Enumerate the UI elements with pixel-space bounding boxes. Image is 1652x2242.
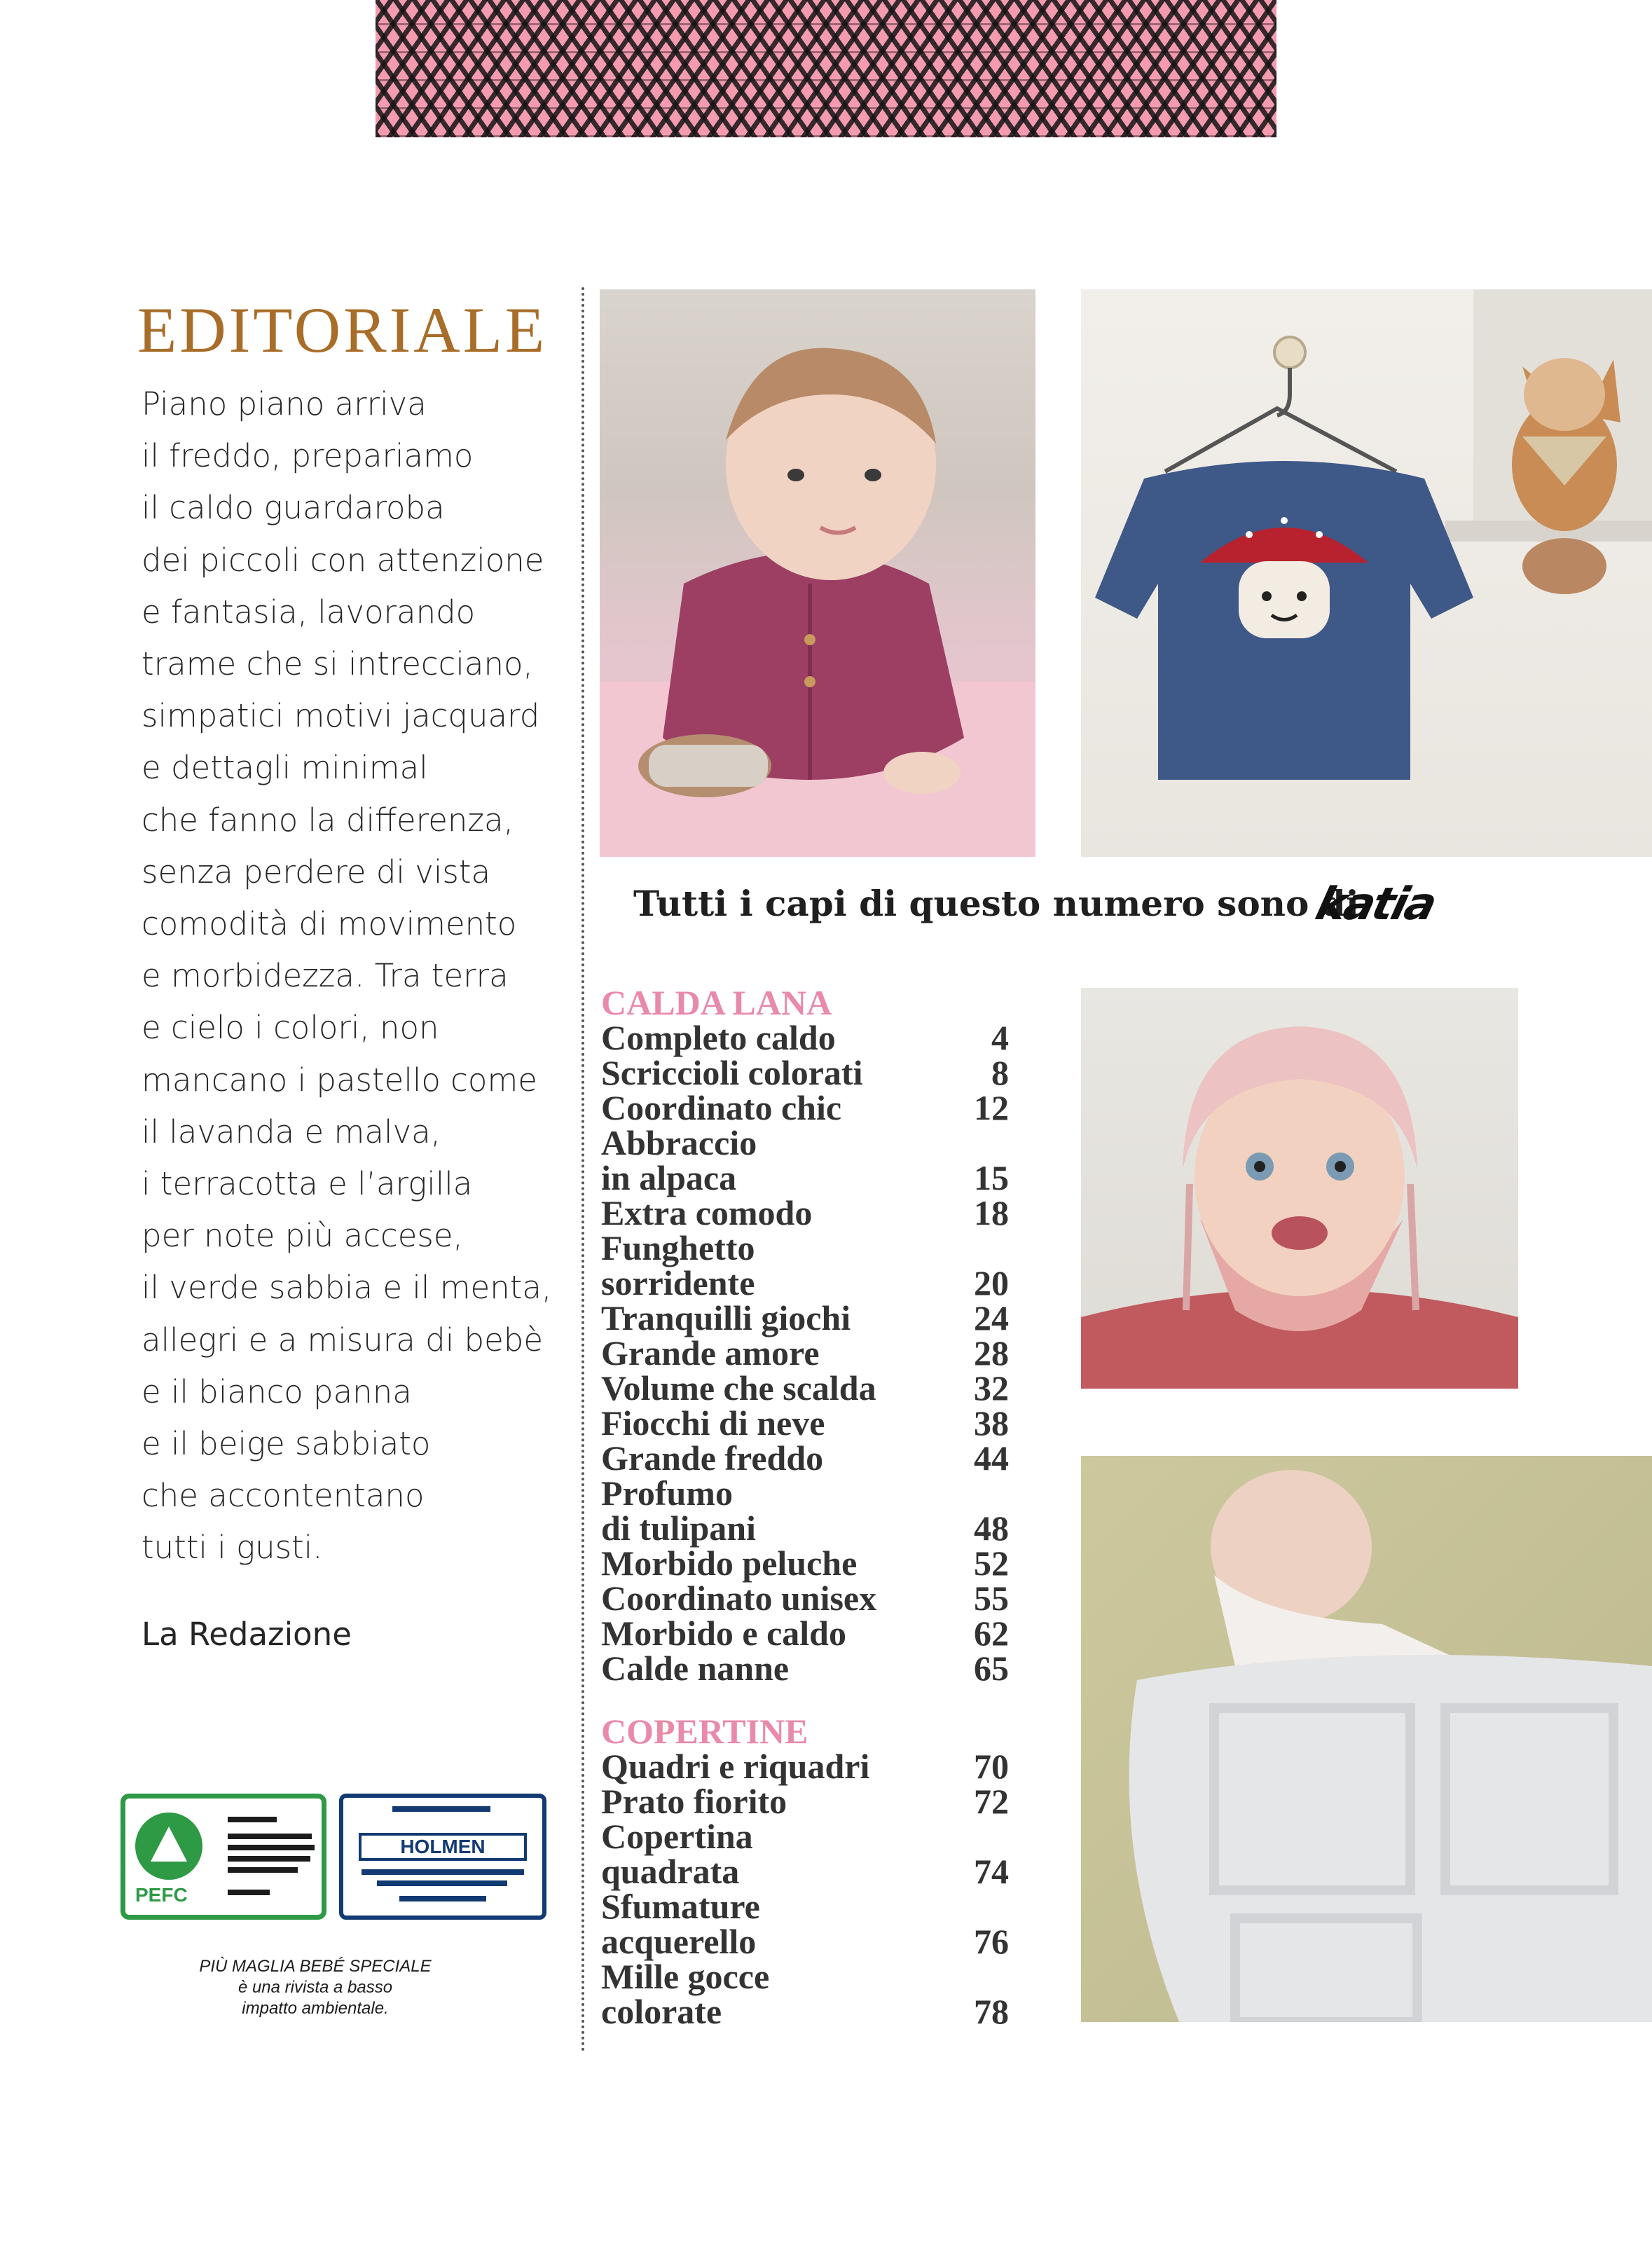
toc-entry[interactable]: [601, 1300, 1009, 1335]
toc-entry-page: 62: [974, 1614, 1009, 1653]
toc-entry[interactable]: [601, 1230, 1009, 1265]
toc-entry-page: 8: [991, 1053, 1009, 1092]
editorial-line: tutti i gusti.: [142, 1529, 323, 1567]
toc-entry-title: Funghetto: [601, 1228, 755, 1267]
toc-entry-page: 55: [974, 1579, 1009, 1618]
editorial-line: Piano piano arriva: [142, 385, 427, 422]
editorial-line: il caldo guardaroba: [142, 489, 445, 527]
toc-entry[interactable]: [601, 1581, 1009, 1616]
holmen-fine-print: [362, 1869, 524, 1875]
editorial-line: trame che si intrecciano,: [142, 645, 533, 683]
photo-baby-pink-cardigan: [600, 289, 1035, 857]
toc-entry[interactable]: [601, 1403, 1009, 1443]
toc-entry-title: Coordinato unisex: [601, 1579, 877, 1618]
editorial-line: allegri e a misura di bebè: [142, 1321, 544, 1359]
baby-cardigan-illustration: [600, 289, 1035, 857]
toc-entry-title: Scriccioli colorati: [601, 1053, 863, 1092]
toc-entry-page: 4: [991, 1018, 1009, 1057]
pefc-fine-print: [228, 1845, 315, 1850]
toc-entry-title: Grande amore: [601, 1333, 820, 1373]
toc-entry[interactable]: [601, 1368, 1009, 1408]
toc-entry[interactable]: [601, 1854, 1009, 1889]
editorial-line: il freddo, prepariamo: [142, 437, 474, 475]
pefc-fine-print: [228, 1890, 270, 1895]
toc-entry-page: 32: [974, 1368, 1009, 1408]
editorial-line: e fantasia, lavorando: [142, 593, 476, 631]
pefc-fine-print: [228, 1834, 312, 1839]
toc-entry[interactable]: [601, 1125, 1009, 1160]
toc-entry-title: Mille gocce: [601, 1957, 770, 1996]
holmen-paper-logo: [339, 1794, 546, 1920]
toc-entry[interactable]: [601, 1543, 1009, 1583]
toc-entry[interactable]: [601, 1924, 1009, 1959]
toc-entry[interactable]: [601, 1333, 1009, 1373]
toc-entry[interactable]: [601, 1195, 1009, 1230]
editorial-title: EDITORIALE: [137, 294, 548, 366]
toc-entry[interactable]: [601, 1265, 1009, 1300]
toc-entry[interactable]: [601, 1784, 1009, 1819]
editorial-line: e il bianco panna: [142, 1373, 412, 1410]
editorial-line: e cielo i colori, non: [142, 1009, 439, 1047]
toc-entry-title: Volume che scalda: [601, 1368, 876, 1408]
tagline-text: Tutti i capi di questo numero sono di: [633, 883, 1359, 924]
holmen-fine-print: [392, 1806, 490, 1812]
editorial-line: simpatici motivi jacquard: [142, 697, 540, 735]
pefc-certification-logo: [121, 1794, 326, 1920]
pefc-tree-icon: [135, 1813, 202, 1880]
toc-entry[interactable]: [601, 1749, 1009, 1784]
toc-entry-title: Sfumature: [601, 1887, 760, 1926]
toc-entry-title: Copertina: [601, 1817, 753, 1856]
toc-entry-title: Quadri e riquadri: [601, 1747, 870, 1786]
toc-entry[interactable]: [601, 1020, 1009, 1055]
toc-entry-page: 78: [974, 1992, 1009, 2031]
toc-entry-page: 48: [974, 1508, 1009, 1548]
knit-texture-banner: [376, 0, 1276, 137]
pefc-fine-print: [228, 1856, 310, 1862]
baby-bonnet-illustration: [1081, 988, 1518, 1389]
toc-entry-page: 24: [974, 1298, 1009, 1337]
toc-entry-page: 74: [974, 1852, 1009, 1891]
toc-entry-page: 44: [974, 1438, 1009, 1478]
toc-entry[interactable]: [601, 1616, 1009, 1651]
toc-entry-page: 52: [974, 1543, 1009, 1583]
holmen-label: HOLMEN: [359, 1833, 527, 1861]
toc-entry[interactable]: [601, 1994, 1009, 2029]
editorial-line: dei piccoli con attenzione: [142, 541, 544, 579]
pefc-fine-print: [228, 1867, 298, 1873]
holmen-fine-print: [399, 1896, 486, 1901]
toc-entry-page: 18: [974, 1193, 1009, 1232]
toc-entry-title: Abbraccio: [601, 1123, 757, 1162]
toc-entry-page: 12: [974, 1088, 1009, 1127]
editorial-line: senza perdere di vista: [142, 853, 491, 890]
toc-entry-title: Profumo: [601, 1473, 733, 1513]
toc-entry-title: Grande freddo: [601, 1438, 824, 1478]
toc-entry-title: in alpaca: [601, 1158, 737, 1197]
eco-note-line: impatto ambientale.: [242, 1999, 389, 2018]
eco-note-line: PIÙ MAGLIA BEBÉ SPECIALE: [199, 1957, 432, 1976]
photo-baby-blanket: [1081, 1456, 1652, 2022]
toc-entry[interactable]: [601, 1508, 1009, 1548]
baby-blanket-illustration: [1081, 1456, 1652, 2022]
katia-brand-logo: katia: [1310, 879, 1440, 930]
column-divider: [581, 287, 584, 2053]
editorial-line: e il beige sabbiato: [142, 1425, 431, 1463]
toc-entry-title: Completo caldo: [601, 1018, 836, 1057]
toc-entry[interactable]: [601, 1160, 1009, 1195]
toc-entry[interactable]: [601, 1055, 1009, 1090]
toc-entry-title: colorate: [601, 1992, 722, 2031]
editorial-line: e morbidezza. Tra terra: [142, 957, 509, 995]
eco-note: [175, 1956, 455, 2019]
toc-entry-page: 70: [974, 1747, 1009, 1786]
toc-entry-title: di tulipani: [601, 1508, 756, 1548]
toc-entry[interactable]: [601, 1819, 1009, 1854]
toc-entry[interactable]: [601, 1959, 1009, 1994]
toc-entry-title: Tranquilli giochi: [601, 1298, 851, 1337]
toc-entry[interactable]: [601, 1473, 1009, 1513]
photo-mushroom-sweater: [1081, 289, 1652, 857]
editorial-line: il lavanda e malva,: [142, 1113, 441, 1150]
toc-entry-title: Morbido e caldo: [601, 1614, 846, 1653]
toc-section-heading: CALDA LANA: [601, 983, 832, 1022]
editorial-line: e dettagli minimal: [142, 749, 428, 787]
toc-entry-page: 76: [974, 1922, 1009, 1961]
mushroom-sweater-illustration: [1081, 289, 1652, 857]
pefc-fine-print: [228, 1817, 277, 1822]
toc-entry[interactable]: [601, 1090, 1009, 1125]
editorial-line: il verde sabbia e il menta,: [142, 1269, 552, 1307]
toc-section-heading: COPERTINE: [601, 1712, 808, 1751]
toc-entry-page: 38: [974, 1403, 1009, 1443]
toc-entry-title: acquerello: [601, 1922, 757, 1961]
toc-entry-page: 28: [974, 1333, 1009, 1373]
toc-entry-title: Coordinato chic: [601, 1088, 842, 1127]
eco-note-line: è una rivista a basso: [238, 1978, 393, 1997]
editorial-line: comodità di movimento: [142, 905, 517, 943]
toc-entry-title: quadrata: [601, 1852, 740, 1891]
toc-entry-title: Morbido peluche: [601, 1543, 858, 1583]
holmen-fine-print: [377, 1880, 507, 1886]
editorial-line: che accontentano: [142, 1477, 425, 1515]
toc-entry-page: 20: [974, 1263, 1009, 1302]
editorial-line: i terracotta e l’argilla: [142, 1165, 473, 1203]
editorial-line: per note più accese,: [142, 1217, 463, 1255]
toc-entry-title: Fiocchi di neve: [601, 1403, 825, 1443]
toc-entry[interactable]: [601, 1651, 1009, 1686]
toc-entry-title: Calde nanne: [601, 1649, 790, 1688]
editorial-line: che fanno la differenza,: [142, 801, 514, 839]
toc-entry[interactable]: [601, 1440, 1009, 1476]
editorial-signature: La Redazione: [142, 1616, 352, 1653]
toc-entry-page: 65: [974, 1649, 1009, 1688]
photo-baby-pink-bonnet: [1081, 988, 1518, 1389]
toc-entry[interactable]: [601, 1889, 1009, 1924]
toc-entry-page: 72: [974, 1782, 1009, 1821]
toc-entry-title: sorridente: [601, 1263, 755, 1302]
toc-entry-page: 15: [974, 1158, 1009, 1197]
editorial-text: [142, 378, 562, 1574]
editorial-line: mancano i pastello come: [142, 1061, 537, 1099]
toc-entry-title: Extra comodo: [601, 1193, 813, 1232]
pefc-label: PEFC: [135, 1884, 188, 1906]
toc-entry-title: Prato fiorito: [601, 1782, 787, 1821]
